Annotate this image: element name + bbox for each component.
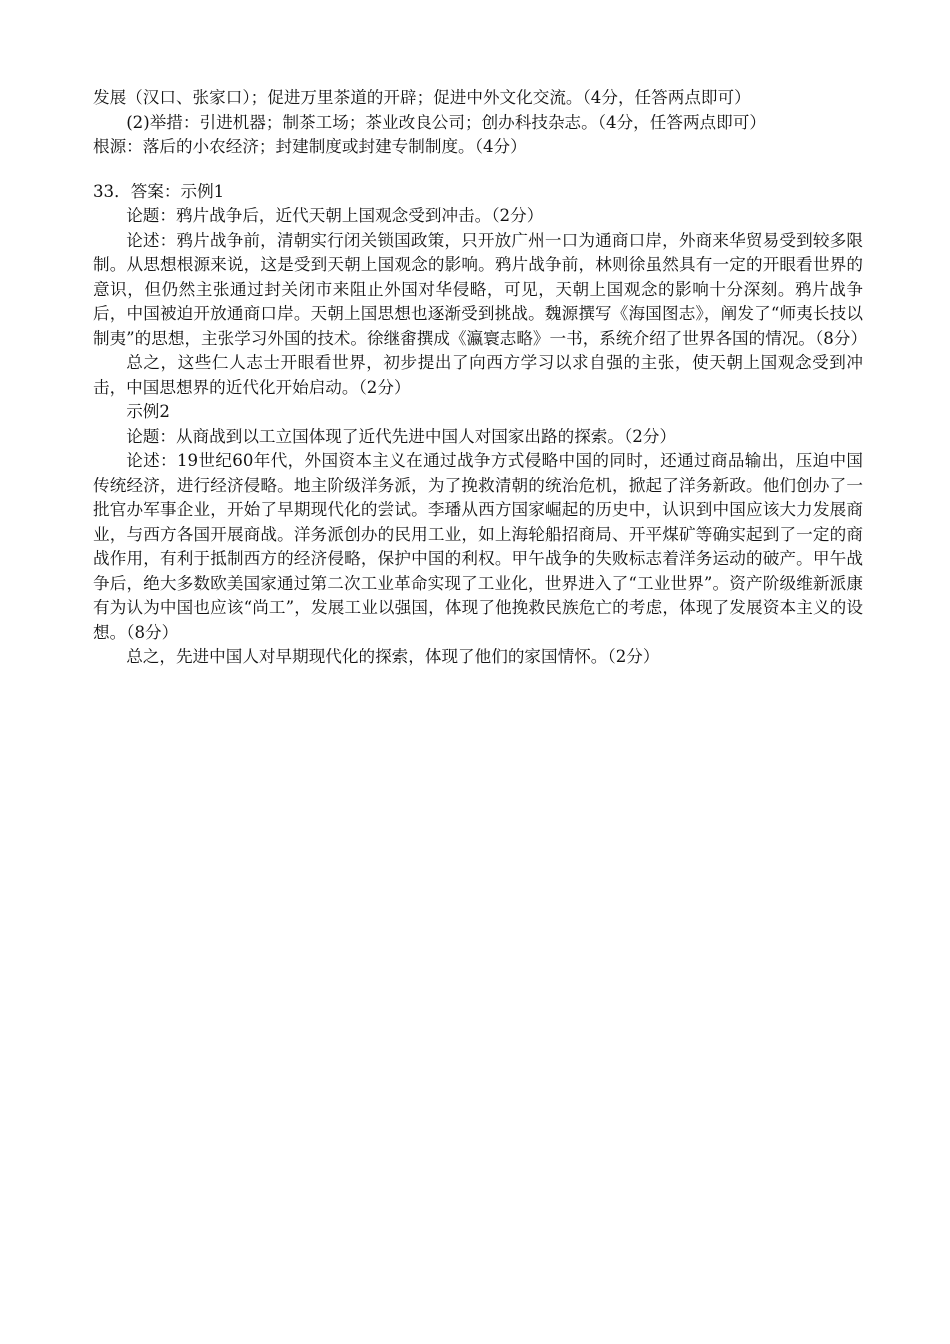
- example2-conclusion: 总之，先进中国人对早期现代化的探索，体现了他们的家国情怀。（2分）: [126, 647, 660, 666]
- question-33-heading: 33．答案：示例1: [93, 181, 225, 201]
- answer-document: [93, 86, 868, 670]
- example1-conclusion: 总之，这些仁人志士开眼看世界，初步提出了向西方学习以求自强的主张，使天朝上国观念受到冲击，中国思想界的近代化开始启动。（2分）: [93, 353, 863, 397]
- example2-thesis: 论题：从商战到以工立国体现了近代先进中国人对国家出路的探索。（2分）: [126, 426, 677, 446]
- answer-paragraph-3: 根源：落后的小农经济；封建制度或封建专制制度。（4分）: [93, 137, 527, 156]
- example2-heading: 示例2: [126, 402, 170, 421]
- example1-argument: 论述：鸦片战争前，清朝实行闭关锁国政策，只开放广州一口为通商口岸，外商来华贸易受到较多限制。从思想根源来说，这是受到天朝上国观念的影响。鸦片战争前，林则徐虽然具有一定的开眼看世界的意识，但仍然主张通过封关闭市来阻止外国对华侵略，可见，天朝上国观念的影响十分深刻。鸦片战争后，中国被迫开放通商口岸。天朝上国思想也逐渐受到挑战。魏源撰写《海国图志》，阐发了“师夷长技以制夷”的思想，主张学习外国的技术。徐继畬撰成《瀛寰志略》一书，系统介绍了世界各国的情况。（8分）: [93, 230, 868, 348]
- paragraph-gap: [93, 160, 863, 180]
- example2-argument: 论述：19世纪60年代，外国资本主义在通过战争方式侵略中国的同时，还通过商品输出，压迫中国传统经济，进行经济侵略。地主阶级洋务派，为了挽救清朝的统治危机，掀起了洋务新政。他们创办了一批官办军事企业，开始了早期现代化的尝试。李璠从西方国家崛起的历史中，认识到中国应该大力发展商业，与西方各国开展商战。洋务派创办的民用工业，如上海轮船招商局、开平煤矿等确实起到了一定的商战作用，有利于抵制西方的经济侵略，保护中国的利权。甲午战争的失败标志着洋务运动的破产。甲午战争后，绝大多数欧美国家通过第二次工业革命实现了工业化，世界进入了“工业世界”。资产阶级维新派康有为认为中国也应该“尚工”，发展工业以强国，体现了他挽救民族危亡的考虑，体现了发展资本主义的设想。（8分）: [93, 451, 863, 642]
- answer-paragraph-2: (2)举措：引进机器；制茶工场；茶业改良公司；创办科技杂志。（4分，任答两点即可）: [126, 112, 766, 132]
- example1-thesis: 论题：鸦片战争后，近代天朝上国观念受到冲击。（2分）: [126, 206, 544, 225]
- answer-paragraph-1: 发展（汉口、张家口）；促进万里茶道的开辟；促进中外文化交流。（4分，任答两点即可）: [93, 88, 751, 107]
